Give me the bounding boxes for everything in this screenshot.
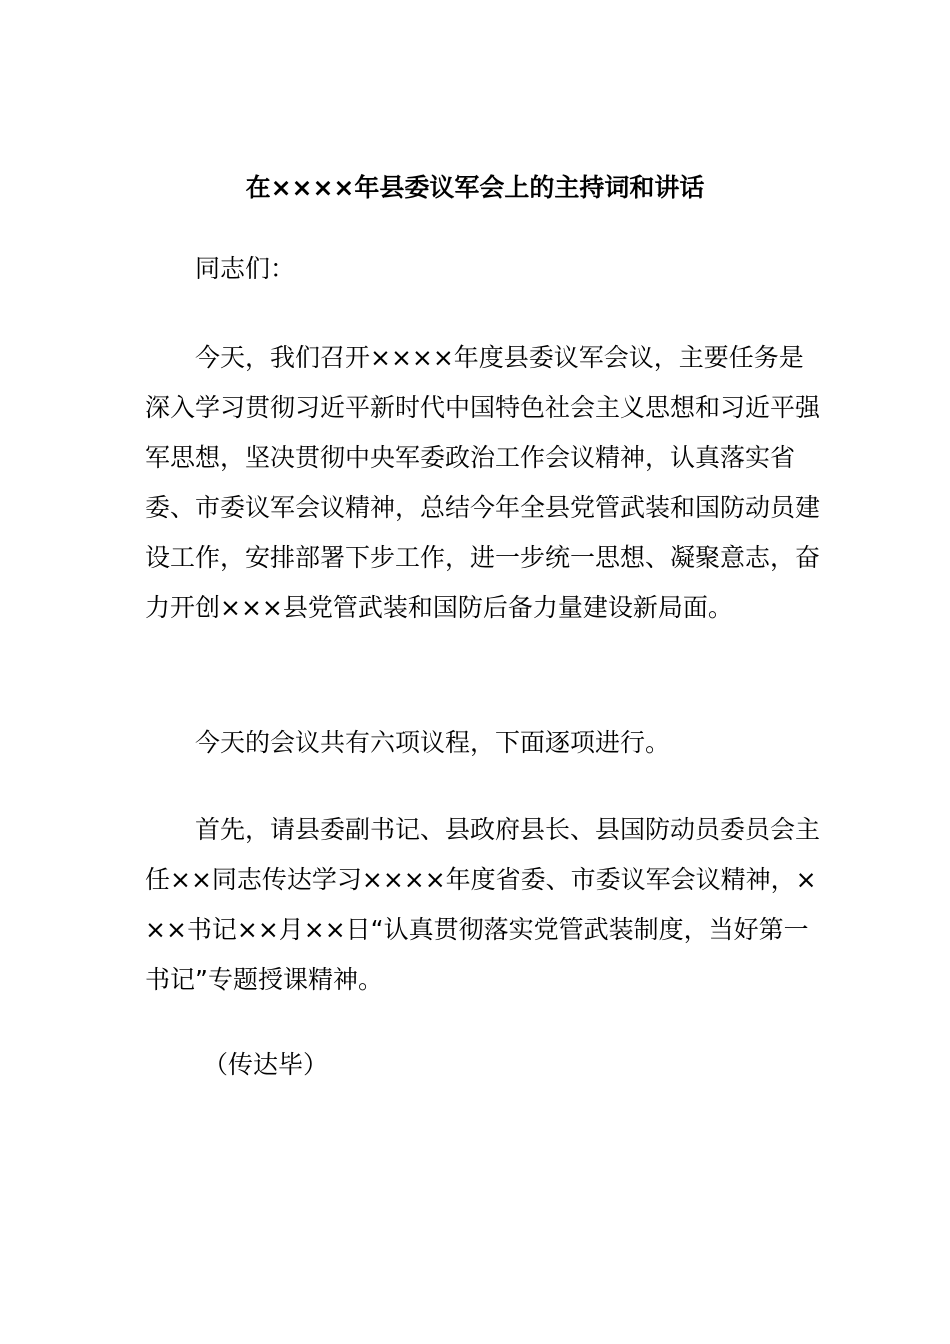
agenda-paragraph: 今天的会议共有六项议程，下面逐项进行。	[195, 728, 671, 757]
salutation-paragraph: 同志们：	[195, 254, 296, 283]
stage-note-paragraph: （传达毕）	[203, 1050, 329, 1079]
opening-paragraph: 今天，我们召开××××年度县委议军会议，主要任务是深入学习贯彻习近平新时代中国特色社会主义思想和习近平强军思想，坚决贯彻中央军委政治工作会议精神，认真落实省委、市委议军会议精神，总结今年全县党管武装和国防动员建设工作，安排部署下步工作，进一步统一思想、凝聚意志，奋力开创×××县党管武装和国防后备力量建设新局面。	[145, 343, 821, 622]
first-item-paragraph: 首先，请县委副书记、县政府县长、县国防动员委员会主任××同志传达学习××××年度省委、市委议军会议精神，×××书记××月××日“认真贯彻落实党管武装制度，当好第一书记”专题授课精神。	[145, 815, 821, 994]
document-title: 在××××年县委议军会上的主持词和讲话	[245, 173, 705, 202]
